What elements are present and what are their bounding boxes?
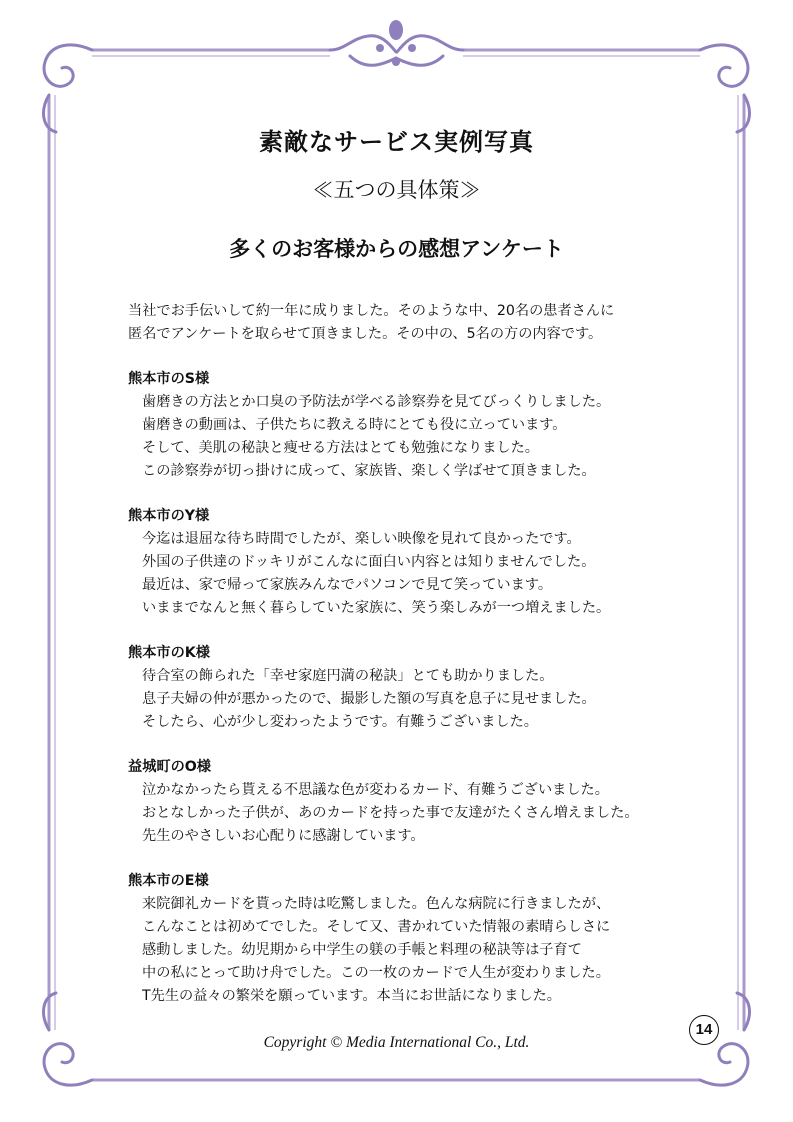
testimonial-k: [128, 642, 718, 734]
testimonial-line: 歯磨きの方法とか口臭の予防法が学べる診察券を見てびっくりしました。: [142, 394, 611, 410]
testimonial-line: 歯磨きの動画は、子供たちに教える時にとても役に立っています。: [142, 417, 567, 433]
testimonial-line: 息子夫婦の仲が悪かったので、撮影した額の写真を息子に見せました。: [142, 691, 596, 707]
testimonial-line: そしたら、心が少し変わったようです。有難うございました。: [142, 714, 538, 730]
testimonial-y: [128, 505, 718, 620]
testimonial-heading: 熊本市のS様: [128, 371, 210, 387]
testimonial-line: 待合室の飾られた「幸せ家庭円満の秘訣」とても助かりました。: [142, 668, 554, 684]
page-number-badge: 14: [689, 1015, 719, 1045]
testimonial-line: 感動しました。幼児期から中学生の躾の手帳と料理の秘訣等は子育て: [142, 942, 582, 958]
testimonial-s: [128, 368, 718, 483]
copyright-footer: Copyright © Media International Co., Ltd.: [263, 1034, 530, 1051]
testimonial-heading: 熊本市のK様: [128, 645, 210, 661]
testimonial-line: 外国の子供達のドッキリがこんなに面白い内容とは知りませんでした。: [142, 554, 596, 570]
testimonial-line: 中の私にとって助け舟でした。この一枚のカードで人生が変わりました。: [142, 965, 610, 981]
intro-paragraph: [128, 300, 718, 346]
testimonial-o: [128, 756, 718, 848]
intro-line: 匿名でアンケートを取らせて頂きました。その中の、5名の方の内容です。: [128, 326, 603, 342]
intro-line: 当社でお手伝いして約一年に成りました。そのような中、20名の患者さんに: [128, 303, 615, 319]
testimonial-heading: 熊本市のY様: [128, 508, 210, 524]
testimonial-line: 来院御礼カードを貰った時は吃驚しました。色んな病院に行きましたが、: [142, 896, 611, 912]
testimonial-line: この診察券が切っ掛けに成って、家族皆、楽しく学ばせて頂きました。: [142, 463, 596, 479]
testimonial-line: 今迄は退屈な待ち時間でしたが、楽しい映像を見れて良かったです。: [142, 531, 581, 547]
testimonial-line: おとなしかった子供が、あのカードを持った事で友達がたくさん増えました。: [142, 805, 639, 821]
page-subtitle: ≪五つの具体策≫: [312, 178, 481, 202]
content-body: [128, 300, 718, 1008]
testimonial-e: [128, 870, 718, 1008]
testimonial-line: そして、美肌の秘訣と痩せる方法はとても勉強になりました。: [142, 440, 539, 456]
section-heading: 多くのお客様からの感想アンケート: [229, 236, 564, 261]
testimonial-line: 最近は、家で帰って家族みんなでパソコンで見て笑っています。: [142, 577, 553, 593]
testimonial-line: 泣かなかったら貰える不思議な色が変わるカード、有難うございました。: [142, 782, 609, 798]
testimonial-line: T先生の益々の繁栄を願っています。本当にお世話になりました。: [142, 988, 561, 1004]
testimonial-line: いままでなんと無く暮らしていた家族に、笑う楽しみが一つ増えました。: [142, 600, 611, 616]
page-title: 素敵なサービス実例写真: [259, 127, 534, 156]
testimonial-line: こんなことは初めてでした。そして又、書かれていた情報の素晴らしさに: [142, 919, 611, 935]
testimonial-heading: 熊本市のE様: [128, 873, 209, 889]
testimonial-line: 先生のやさしいお心配りに感謝しています。: [142, 828, 425, 844]
testimonial-heading: 益城町のO様: [128, 759, 211, 775]
